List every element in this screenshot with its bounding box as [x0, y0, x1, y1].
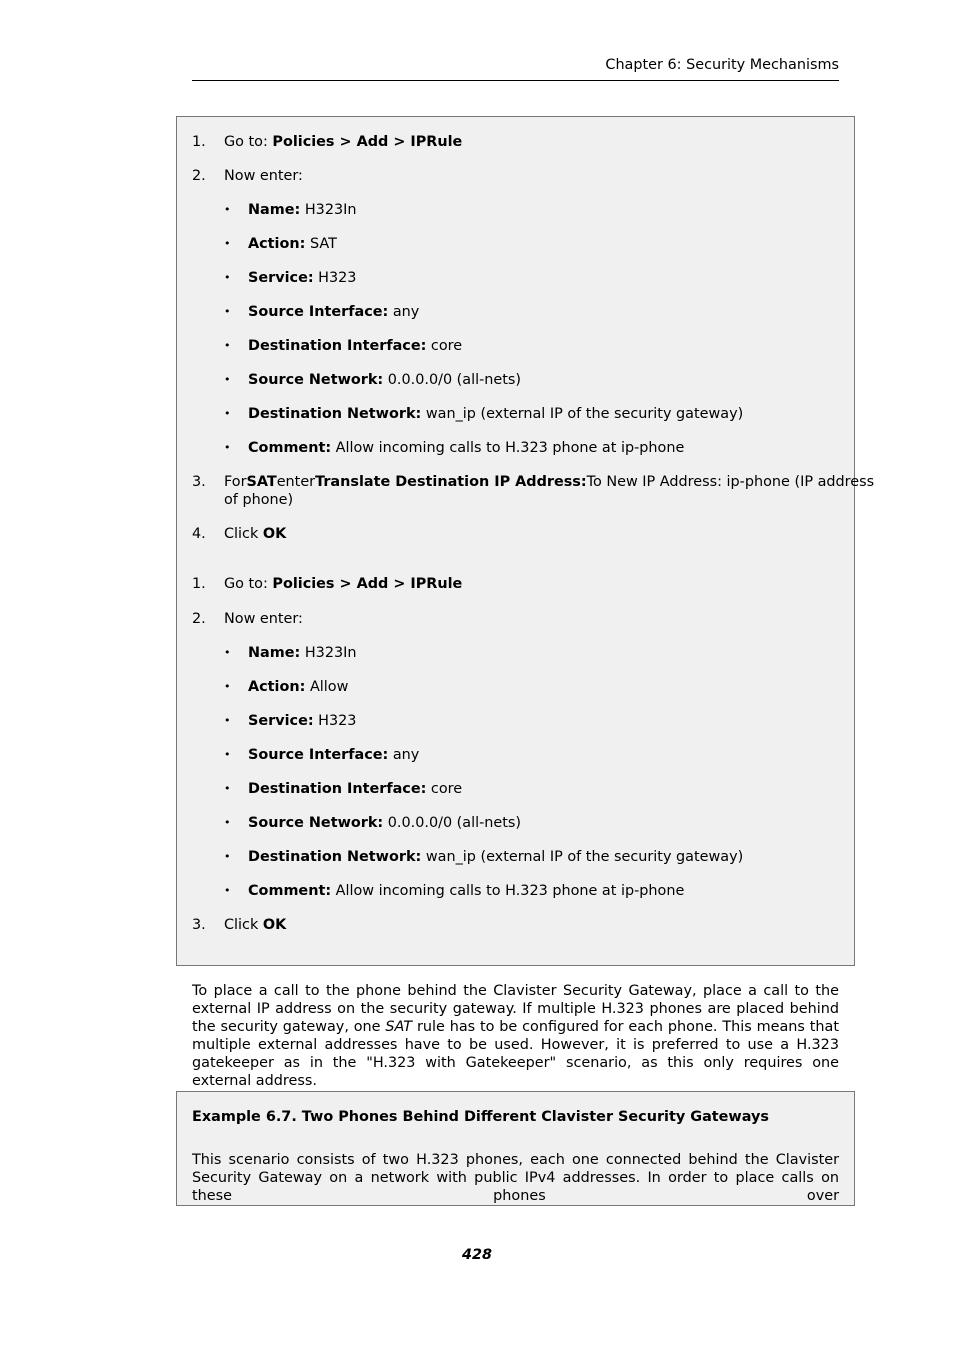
bullet-icon: •: [224, 407, 231, 420]
bullet-item: Name: H323In: [248, 202, 357, 218]
bullet-icon: •: [224, 271, 231, 284]
bullet-icon: •: [224, 203, 231, 216]
bullet-item: Comment: Allow incoming calls to H.323 phone at ip-phone: [248, 440, 685, 456]
bullet-item: Comment: Allow incoming calls to H.323 phone at ip-phone: [248, 883, 685, 899]
bullet-icon: •: [224, 646, 231, 659]
step-text-continuation: of phone): [224, 492, 294, 508]
bullet-item: Name: H323In: [248, 645, 357, 661]
step-text: Go to: Policies > Add > IPRule: [224, 576, 463, 592]
step-text: Click OK: [224, 917, 287, 933]
bullet-item: Source Network: 0.0.0.0/0 (all-nets): [248, 372, 522, 388]
bullet-item: Action: Allow: [248, 679, 349, 695]
step-number: 2.: [192, 611, 206, 627]
page-number: 428: [461, 1247, 493, 1263]
example-title: Example 6.7. Two Phones Behind Different Clavister Security Gateways: [192, 1109, 769, 1125]
bullet-icon: •: [224, 748, 231, 761]
bullet-icon: •: [224, 441, 231, 454]
bullet-icon: •: [224, 884, 231, 897]
step-text: Click OK: [224, 526, 287, 542]
bullet-icon: •: [224, 850, 231, 863]
bullet-item: Source Interface: any: [248, 304, 420, 320]
bullet-item: Action: SAT: [248, 236, 337, 252]
step-text: Now enter:: [224, 611, 303, 627]
bullet-item: Destination Interface: core: [248, 781, 463, 797]
step-number: 3.: [192, 474, 206, 490]
step-text: Go to: Policies > Add > IPRule: [224, 134, 463, 150]
page-header: [192, 55, 839, 81]
step-number: 2.: [192, 168, 206, 184]
bullet-icon: •: [224, 816, 231, 829]
bullet-icon: •: [224, 339, 231, 352]
bullet-icon: •: [224, 373, 231, 386]
body-paragraph: To place a call to the phone behind the Clavister Security Gateway, place a call to the external IP address on the security gateway. If multiple H.323 phones are placed behind the security gateway, one SAT rule has to be configured for each phone. This means that multiple external addresses have to be used. However, it is preferred to use a H.323 gatekeeper as in the "H.323 with Gatekeeper" scenario, as this only requires one external address.: [192, 983, 839, 1089]
bullet-item: Destination Interface: core: [248, 338, 463, 354]
bullet-icon: •: [224, 305, 231, 318]
step-number: 3.: [192, 917, 206, 933]
example-text: This scenario consists of two H.323 phones, each one connected behind the Clavister Security Gateway on a network with public IPv4 addresses. In order to place calls on these phones over: [192, 1152, 839, 1204]
bullet-item: Service: H323: [248, 270, 357, 286]
step-text: For SAT enter Translate Destination IP Address: To New IP Address: ip-phone (IP address: [224, 474, 875, 490]
bullet-icon: •: [224, 680, 231, 693]
step-number: 4.: [192, 526, 206, 542]
bullet-icon: •: [224, 714, 231, 727]
bullet-item: Source Network: 0.0.0.0/0 (all-nets): [248, 815, 522, 831]
bullet-item: Destination Network: wan_ip (external IP of the security gateway): [248, 406, 744, 422]
step-text: Now enter:: [224, 168, 303, 184]
step-number: 1.: [192, 134, 206, 150]
bullet-item: Destination Network: wan_ip (external IP of the security gateway): [248, 849, 744, 865]
bullet-icon: •: [224, 237, 231, 250]
chapter-title: Chapter 6: Security Mechanisms: [605, 57, 839, 73]
bullet-item: Source Interface: any: [248, 747, 420, 763]
step-number: 1.: [192, 576, 206, 592]
bullet-item: Service: H323: [248, 713, 357, 729]
bullet-icon: •: [224, 782, 231, 795]
